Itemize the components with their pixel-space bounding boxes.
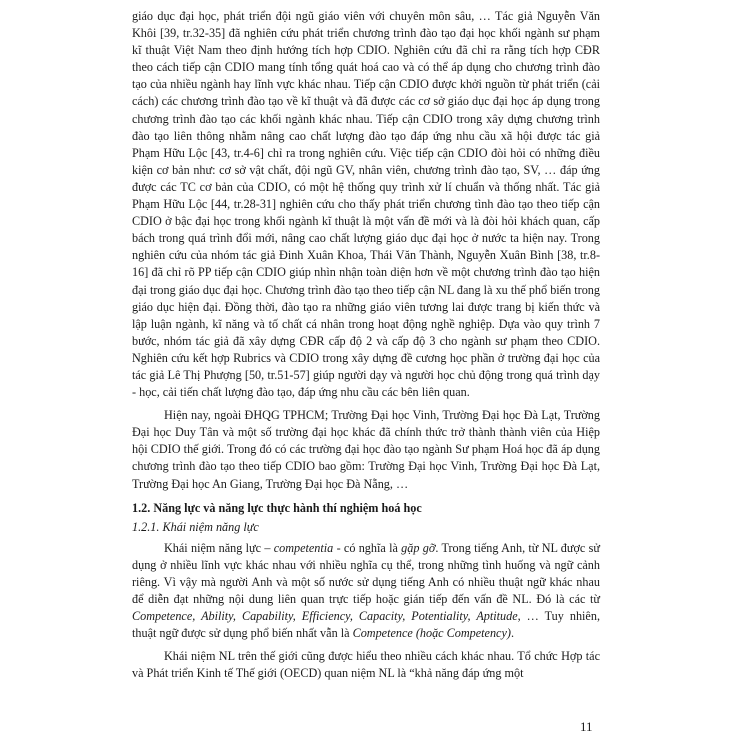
subsection-heading: 1.2.1. Khái niệm năng lực (132, 519, 259, 534)
text-run: , … Tuy nhiên, thuật ngữ được sử dụng phổ biến nhất vẫn là (132, 609, 600, 641)
body-paragraph (132, 540, 600, 643)
text-run: . (510, 626, 514, 641)
italic-term: Competence, Ability, Capability, Efficiency, Capacity, Potentiality, Aptitude (132, 609, 518, 624)
body-paragraph: giáo dục đại học, phát triển đội ngũ giáo viên với chuyên môn sâu, … Tác giả Nguyễn Văn Khôi [39, tr.32-35] đã nghiên cứu phát triển chương trình đào tạo đại học khối ngành sư phạm kĩ thuật Việt Nam theo định hướng tích hợp CDIO. Nghiên cứu đã chỉ ra rằng tích hợp CĐR theo cách tiếp cận CDIO mang tính tổng quát hoá cao và có thể áp dụng cho chương trình đào tạo của nhiều ngành hay lĩnh vực khác nhau. Tiếp cận CDIO được khởi nguồn từ phát triển (cải cách) các chương trình đào tạo về kĩ thuật và đã được các cơ sở giáo dục đại học áp dụng trong chương trình đào tạo các khối ngành khác nhau. Tiếp cận CDIO trong xây dựng chương trình đào tạo liên thông nhằm nâng cao chất lượng đào tạo đáp ứng nhu cầu xã hội được tác giả Phạm Hữu Lộc [43, tr.4-6] chỉ ra trong nghiên cứu. Việc tiếp cận CDIO đòi hỏi có những điều kiện cơ bản như: cơ sở vật chất, đội ngũ GV, nhân viên, chương trình đào tạo, SV, … đáp ứng được các TC cơ bản của CDIO, có một hệ thống quy trình xử lí chuẩn và thống nhất. Tác giả Phạm Hữu Lộc [44, tr.28-31] nghiên cứu cho thấy phát triển chương tình đào tạo theo tiếp cận CDIO ở bậc đại học trong khối ngành kĩ thuật là một vấn đề mới và là đòi hỏi khách quan, cấp bách trong quá trình đổi mới, nâng cao chất lượng giáo dục đại học ở nước ta hiện nay. Trong nghiên cứu của nhóm tác giả Đinh Xuân Khoa, Thái Văn Thành, Nguyễn Xuân Bình [38, tr.8-16] đã chỉ rõ PP tiếp cận CDIO giúp nhìn nhận toàn diện hơn về một chương trình đào tạo hiện đại trong giáo dục đại học. Chương trình đào tạo theo tiếp cận NL đang là xu thế phổ biến trong giáo dục hiện đại. Đồng thời, đào tạo ra những giáo viên tương lai được trang bị kiến thức và lập luận ngành, kĩ năng và tố chất cá nhân trong hoạt động nghề nghiệp. Dựa vào quy trình 7 bước, nhóm tác giả đã xây dựng CĐR cấp độ 2 và cấp độ 3 cho ngành sư phạm theo CDIO. Nghiên cứu kết hợp Rubrics và CDIO trong xây dựng đề cương học phần ở trường đại học của tác giả Lê Thị Phượng [50, tr.51-57] giúp người dạy và người học chủ động trong quá trình dạy - học, cải tiến chất lượng đào tạo, đáp ứng nhu cầu các bên liên quan. (132, 9, 600, 400)
page-body (132, 8, 600, 683)
italic-term: competentia (273, 540, 334, 555)
text-run: . Trong tiếng Anh, từ NL được sử dụng ở nhiều lĩnh vực khác nhau với nhiều nghĩa cụ thể, trong những tình huống và ngữ cảnh riêng. Vì vậy mà người Anh và một số nước sử dụng tiếng Anh có nhiều thuật ngữ khác nhau để diễn đạt những nội dung liên quan trực tiếp hoặc gián tiếp đến vấn đề NL. Đó là các từ (132, 540, 600, 607)
text-run: - có nghĩa là (333, 540, 402, 555)
italic-term: gặp gỡ (401, 540, 436, 555)
body-paragraph: Khái niệm NL trên thế giới cũng được hiểu theo nhiều cách khác nhau. Tổ chức Hợp tác và Phát triển Kinh tế Thế giới (OECD) quan niệm NL là “khả năng đáp ứng một (132, 649, 600, 681)
text-run: Khái niệm năng lực – (164, 540, 274, 555)
section-heading: 1.2. Năng lực và năng lực thực hành thí nghiệm hoá học (132, 500, 422, 515)
italic-term: Competence (hoặc Competency) (352, 626, 511, 641)
body-paragraph: Hiện nay, ngoài ĐHQG TPHCM; Trường Đại học Vinh, Trường Đại học Đà Lạt, Trường Đại học Duy Tân và một số trường đại học khác đã chính thức trở thành thành viên của Hiệp hội CDIO thế giới. Trong đó có các trường đại học đào tạo ngành Sư phạm Hoá học đã áp dụng chương trình đào tạo theo tiếp CDIO bao gồm: Trường Đại học Vinh, Trường Đại học Đà Lạt, Trường Đại học An Giang, Trường Đại học Đà Nẵng, … (132, 408, 600, 491)
page-number: 11 (580, 719, 593, 734)
